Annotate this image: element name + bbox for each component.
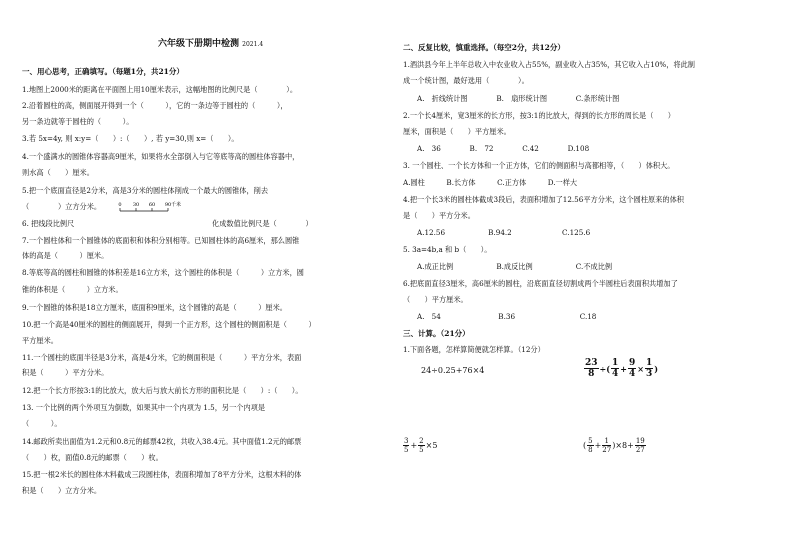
fraction: $\frac{19}{27}$	[635, 437, 645, 454]
question-line: （ ）。	[22, 419, 62, 428]
calc-expression-2	[584, 358, 658, 379]
fraction: $\frac{2}{5}$	[419, 437, 424, 454]
question-line: 9.一个圆锥的体积是18立方厘米，底面积9厘米，这个圆锥的高是（ ）厘米。	[22, 303, 287, 312]
question-line: 11.一个圆柱的底面半径是3分米，高是4分米，它的侧面积是（ ）平方分米，表面	[22, 353, 302, 362]
option-line: A.圆柱 B.长方体 C.正方体 D.一样大	[403, 178, 578, 187]
operator: ×5	[425, 441, 438, 450]
scale-tick-label: 90	[164, 202, 172, 208]
section-2-heading: 二、反复比较，慎重选择。（每空2分，共12分）	[403, 43, 565, 52]
question-line: （ ）立方分米。	[22, 202, 102, 211]
option-line: A.成正比例 B.成反比例 C.不成比例	[417, 262, 613, 271]
operator: ×	[637, 363, 644, 374]
line-scale-bar	[118, 200, 180, 214]
title-text: 六年级下册期中检测	[158, 39, 240, 49]
question-line: 另一条边就等于圆柱的（ ）。	[22, 117, 134, 126]
question-line: 7.一个圆柱体和一个圆锥体的底面积和体积分别相等。已知圆柱体的高6厘米，那么圆锥	[22, 236, 300, 245]
question-line: 5. 3a=4b,a 和 b（ ）。	[403, 245, 492, 254]
exam-date: 2021.4	[242, 41, 264, 48]
question-line: 10.把一个高是40厘米的圆柱的侧面展开，得到一个正方形，这个圆柱的侧面积是（ ）	[22, 320, 316, 329]
question-line: 12.把一个长方形按3:1的比放大，放大后与放大前长方形的面积比是（ ）:（ ）。	[22, 386, 303, 395]
operator: )	[654, 363, 659, 374]
operator: (	[583, 441, 587, 450]
calc-intro: 1.下面各题，怎样算简便就怎样算。（12分）	[403, 345, 545, 354]
expression-text: 24÷0.25+76×4	[421, 366, 485, 375]
question-line: 积是（ ）立方分米。	[22, 486, 102, 495]
question-line: 13. 一个比例的两个外项互为倒数，如果其中一个内项为 1.5，另一个内项是	[22, 403, 266, 412]
question-line: 成一个统计图，最好选用（ ）。	[403, 76, 529, 85]
question-line: 化成数值比例尺是（ ）	[212, 219, 313, 228]
question-line: 8.等底等高的圆柱和圆锥的体积差是16立方米，这个圆柱的体积是（ ）立方米，圆	[22, 268, 304, 277]
question-line: 积是（ ）平方分米。	[22, 368, 109, 377]
question-line: 6.把底面直径3厘米，高6厘米的圆柱，沿底面直径切割成两个半圆柱后表面积共增加了	[403, 279, 678, 288]
question-line: 3. 一个圆柱、一个长方体和一个正方体，它们的侧面积与高都相等，（ ）体积大。	[403, 161, 675, 170]
calc-expression-4	[583, 437, 646, 454]
question-line: 5.把一个底面直径是2分米，高是3分米的圆柱体削成一个最大的圆锥体，削去	[22, 186, 269, 195]
fraction: $\frac{5}{8}$	[588, 437, 593, 454]
question-line: 3.若 5x=4y, 则 x:y=（ ）:（ ）, 若 y=30,则 x=（ ）。	[22, 134, 239, 143]
question-line: 是（ ）平方分米。	[403, 211, 475, 220]
question-line: 1.酒洪县今年上半年总收入中农业收入占55%，副业收入占35%，其它收入占10%，将此制	[403, 60, 695, 69]
calc-expression-1	[421, 366, 484, 375]
scale-tick-label: 0	[118, 202, 122, 208]
operator: )×8+	[612, 441, 634, 450]
question-line: 14.邮政所卖出面值为1.2元和0.8元的邮票42枚，共收入38.4元。其中面值1.2元的邮票	[22, 437, 302, 446]
section-3-heading: 三、计算。（21分）	[403, 329, 470, 338]
question-line: 15.把一根2米长的圆柱体木料截成三段圆柱体，表面积增加了8平方分米，这根木料的体	[22, 470, 302, 479]
question-line: 体的高是（ ）厘米。	[22, 251, 109, 260]
option-line: A.12.56 B.94.2 C.125.6	[417, 228, 591, 237]
option-line: A. 折线统计图 B. 扇形统计图 C.条形统计图	[417, 94, 620, 103]
question-line: 厘米，面积是（ ）平方厘米。	[403, 127, 511, 136]
question-line: 2.一个长4厘米，宽3厘米的长方形，按3:1的比放大，得到的长方形的周长是（ ）	[403, 111, 675, 120]
fraction: $\frac{1}{27}$	[602, 437, 612, 454]
question-line: 6. 把线段比例尺	[22, 219, 75, 228]
question-line: 锥的体积是（ ）立方米。	[22, 285, 123, 294]
fraction: $\frac{1}{3}$	[645, 358, 653, 379]
scale-tick-label: 30	[132, 202, 140, 208]
operator: +	[594, 441, 602, 450]
option-line: A. 54 B.36 C.18	[417, 312, 597, 321]
calc-expression-3	[403, 437, 437, 454]
operator: +	[410, 441, 418, 450]
operator: +	[620, 363, 627, 374]
question-line: 平方厘米。	[22, 336, 58, 345]
question-line: （ ）枚，面值0.8元的邮票（ ）枚。	[22, 453, 163, 462]
scale-tick-label: 60	[148, 202, 156, 208]
exam-title	[158, 40, 263, 49]
question-line: （ ）平方厘米。	[403, 295, 468, 304]
fraction: $\frac{9}{4}$	[629, 358, 636, 379]
question-line: 则水高（ ）厘米。	[22, 168, 94, 177]
operator: ÷(	[599, 363, 611, 374]
fraction: $\frac{1}{4}$	[612, 358, 619, 379]
option-line: A. 36 B. 72 C.42 D.108	[417, 144, 590, 153]
question-line: 4.一个盛满水的圆锥体容器高9厘米，如果将水全部倒入与它等底等高的圆柱体容器中，	[22, 152, 300, 161]
section-1-heading: 一、用心思考，正确填写。（每题1分，共21分）	[22, 67, 184, 76]
question-line: 4.把一个长3米的圆柱体截成3段后，表面积增加了12.56平方分米，这个圆柱原来的体积	[403, 195, 684, 204]
question-line: 1.地图上2000米的距离在平面图上用10厘米表示，这幅地图的比例尺是（ ）。	[22, 85, 298, 94]
fraction: $\frac{23}{8}$	[585, 358, 598, 379]
fraction: $\frac{3}{5}$	[404, 437, 409, 454]
question-line: 2.沿着圆柱的高，侧面展开得到一个（ ），它的一条边等于圆柱的（ ），	[22, 101, 288, 110]
scale-unit: 千米	[171, 202, 182, 208]
